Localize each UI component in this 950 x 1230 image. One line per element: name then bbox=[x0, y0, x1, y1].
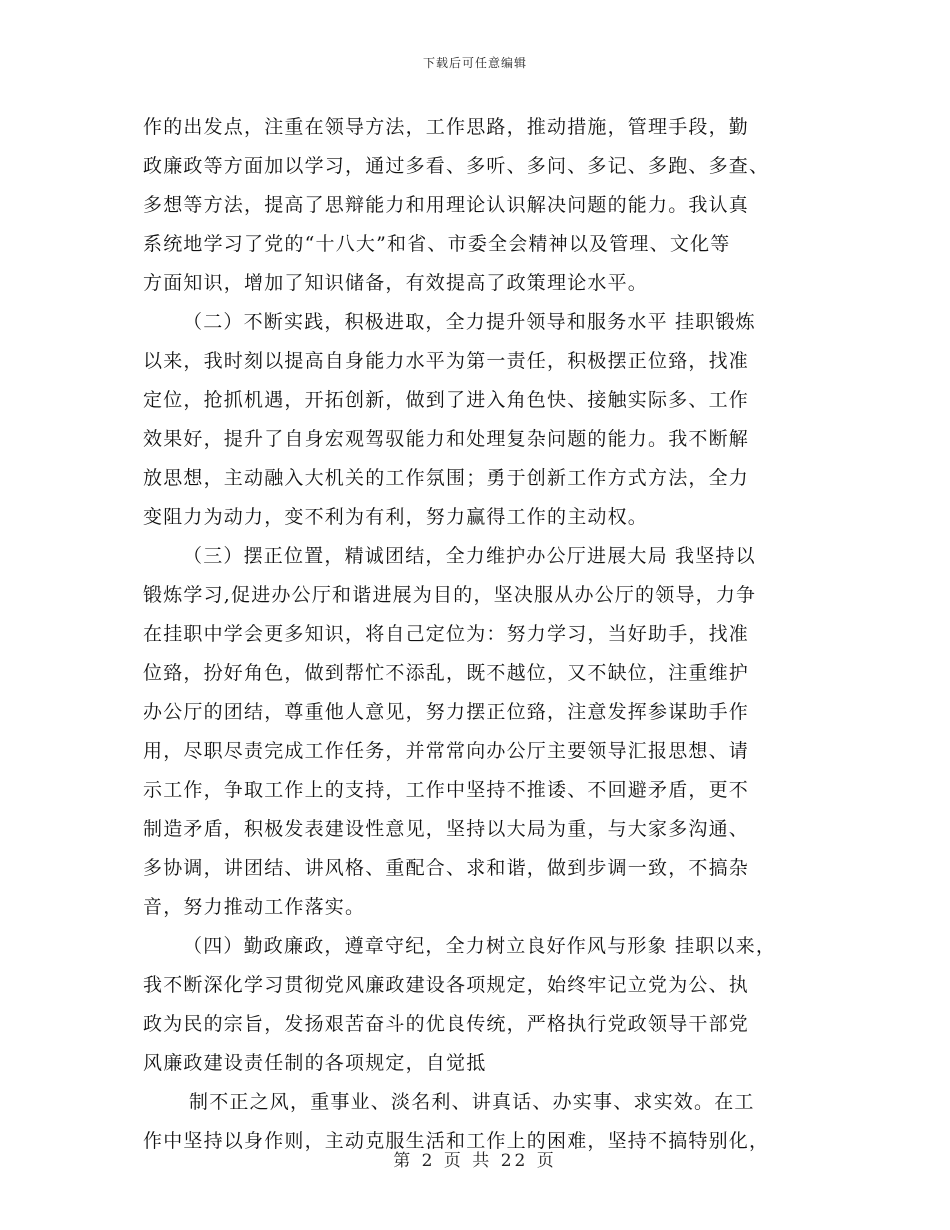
document-body bbox=[143, 108, 823, 1161]
text-line: 制造矛盾，积极发表建设性意见，坚持以大局为重，与大家多沟通、 bbox=[143, 818, 750, 840]
text-line: 政为民的宗旨，发扬艰苦奋斗的优良传统，严格执行党政领导干部党 bbox=[143, 1013, 750, 1035]
text-line: 定位，抢抓机遇，开拓创新，做到了进入角色快、接触实际多、工作 bbox=[143, 389, 750, 411]
text-line: 多协调，讲团结、讲风格、重配合、求和谐，做到步调一致，不搞杂 bbox=[143, 857, 750, 879]
text-line: 多想等方法，提高了思辩能力和用理论认识解决问题的能力。我认真 bbox=[143, 194, 750, 216]
text-line: 政廉政等方面加以学习，通过多看、多听、多问、多记、多跑、多查、 bbox=[143, 155, 770, 177]
text-line: 作的出发点，注重在领导方法，工作思路，推动措施，管理手段，勤 bbox=[143, 116, 750, 138]
text-line: 变阻力为动力，变不利为有利，努力赢得工作的主动权。 bbox=[143, 506, 649, 528]
text-line: 方面知识，增加了知识储备，有效提高了政策理论水平。 bbox=[143, 272, 649, 294]
text-line: 办公厅的团结，尊重他人意见，努力摆正位臵，注意发挥参谋助手作 bbox=[143, 701, 750, 723]
paragraph-3 bbox=[143, 537, 823, 927]
page-number: 第 2 页 共 22 页 bbox=[393, 1151, 557, 1171]
page-header: 下载后可任意编辑 bbox=[422, 56, 527, 70]
paragraph-2 bbox=[143, 303, 823, 537]
paragraph-1 bbox=[143, 108, 823, 303]
text-line: 制不正之风，重事业、淡名利、讲真话、办实事、求实效。在工 bbox=[189, 1091, 755, 1113]
text-line: 示工作，争取工作上的支持，工作中坚持不推诿、不回避矛盾，更不 bbox=[143, 779, 750, 801]
paragraph-4 bbox=[143, 927, 823, 1083]
text-line: （四）勤政廉政，遵章守纪，全力树立良好作风与形象 挂职以来， bbox=[183, 935, 777, 957]
text-line: （三）摆正位置，精诚团结，全力维护办公厅进展大局 我坚持以 bbox=[183, 545, 756, 567]
text-line: 位臵，扮好角色，做到帮忙不添乱，既不越位，又不缺位，注重维护 bbox=[143, 662, 750, 684]
text-line: 音，努力推动工作落实。 bbox=[143, 896, 366, 918]
text-line: 系统地学习了党的“十八大”和省、市委全会精神以及管理、文化等 bbox=[143, 233, 731, 255]
text-line: 以来，我时刻以提高自身能力水平为第一责任，积极摆正位臵，找准 bbox=[143, 350, 750, 372]
text-line: （二）不断实践，积极进取，全力提升领导和服务水平 挂职锻炼 bbox=[183, 311, 756, 333]
text-line: 放思想，主动融入大机关的工作氛围；勇于创新工作方式方法，全力 bbox=[143, 467, 750, 489]
text-line: 用，尽职尽责完成工作任务，并常常向办公厅主要领导汇报思想、请 bbox=[143, 740, 750, 762]
text-line: 在挂职中学会更多知识，将自己定位为：努力学习，当好助手，找准 bbox=[143, 623, 750, 645]
text-line: 我不断深化学习贯彻党风廉政建设各项规定，始终牢记立党为公、执 bbox=[143, 974, 750, 996]
text-line: 效果好，提升了自身宏观驾驭能力和处理复杂问题的能力。我不断解 bbox=[143, 428, 750, 450]
text-line: 锻炼学习,促进办公厅和谐进展为目的，坚决服从办公厅的领导，力争 bbox=[143, 584, 757, 606]
text-line: 作中坚持以身作则，主动克服生活和工作上的困难，坚持不搞特别化， bbox=[143, 1130, 770, 1152]
text-line: 风廉政建设责任制的各项规定，自觉抵 bbox=[143, 1052, 487, 1074]
